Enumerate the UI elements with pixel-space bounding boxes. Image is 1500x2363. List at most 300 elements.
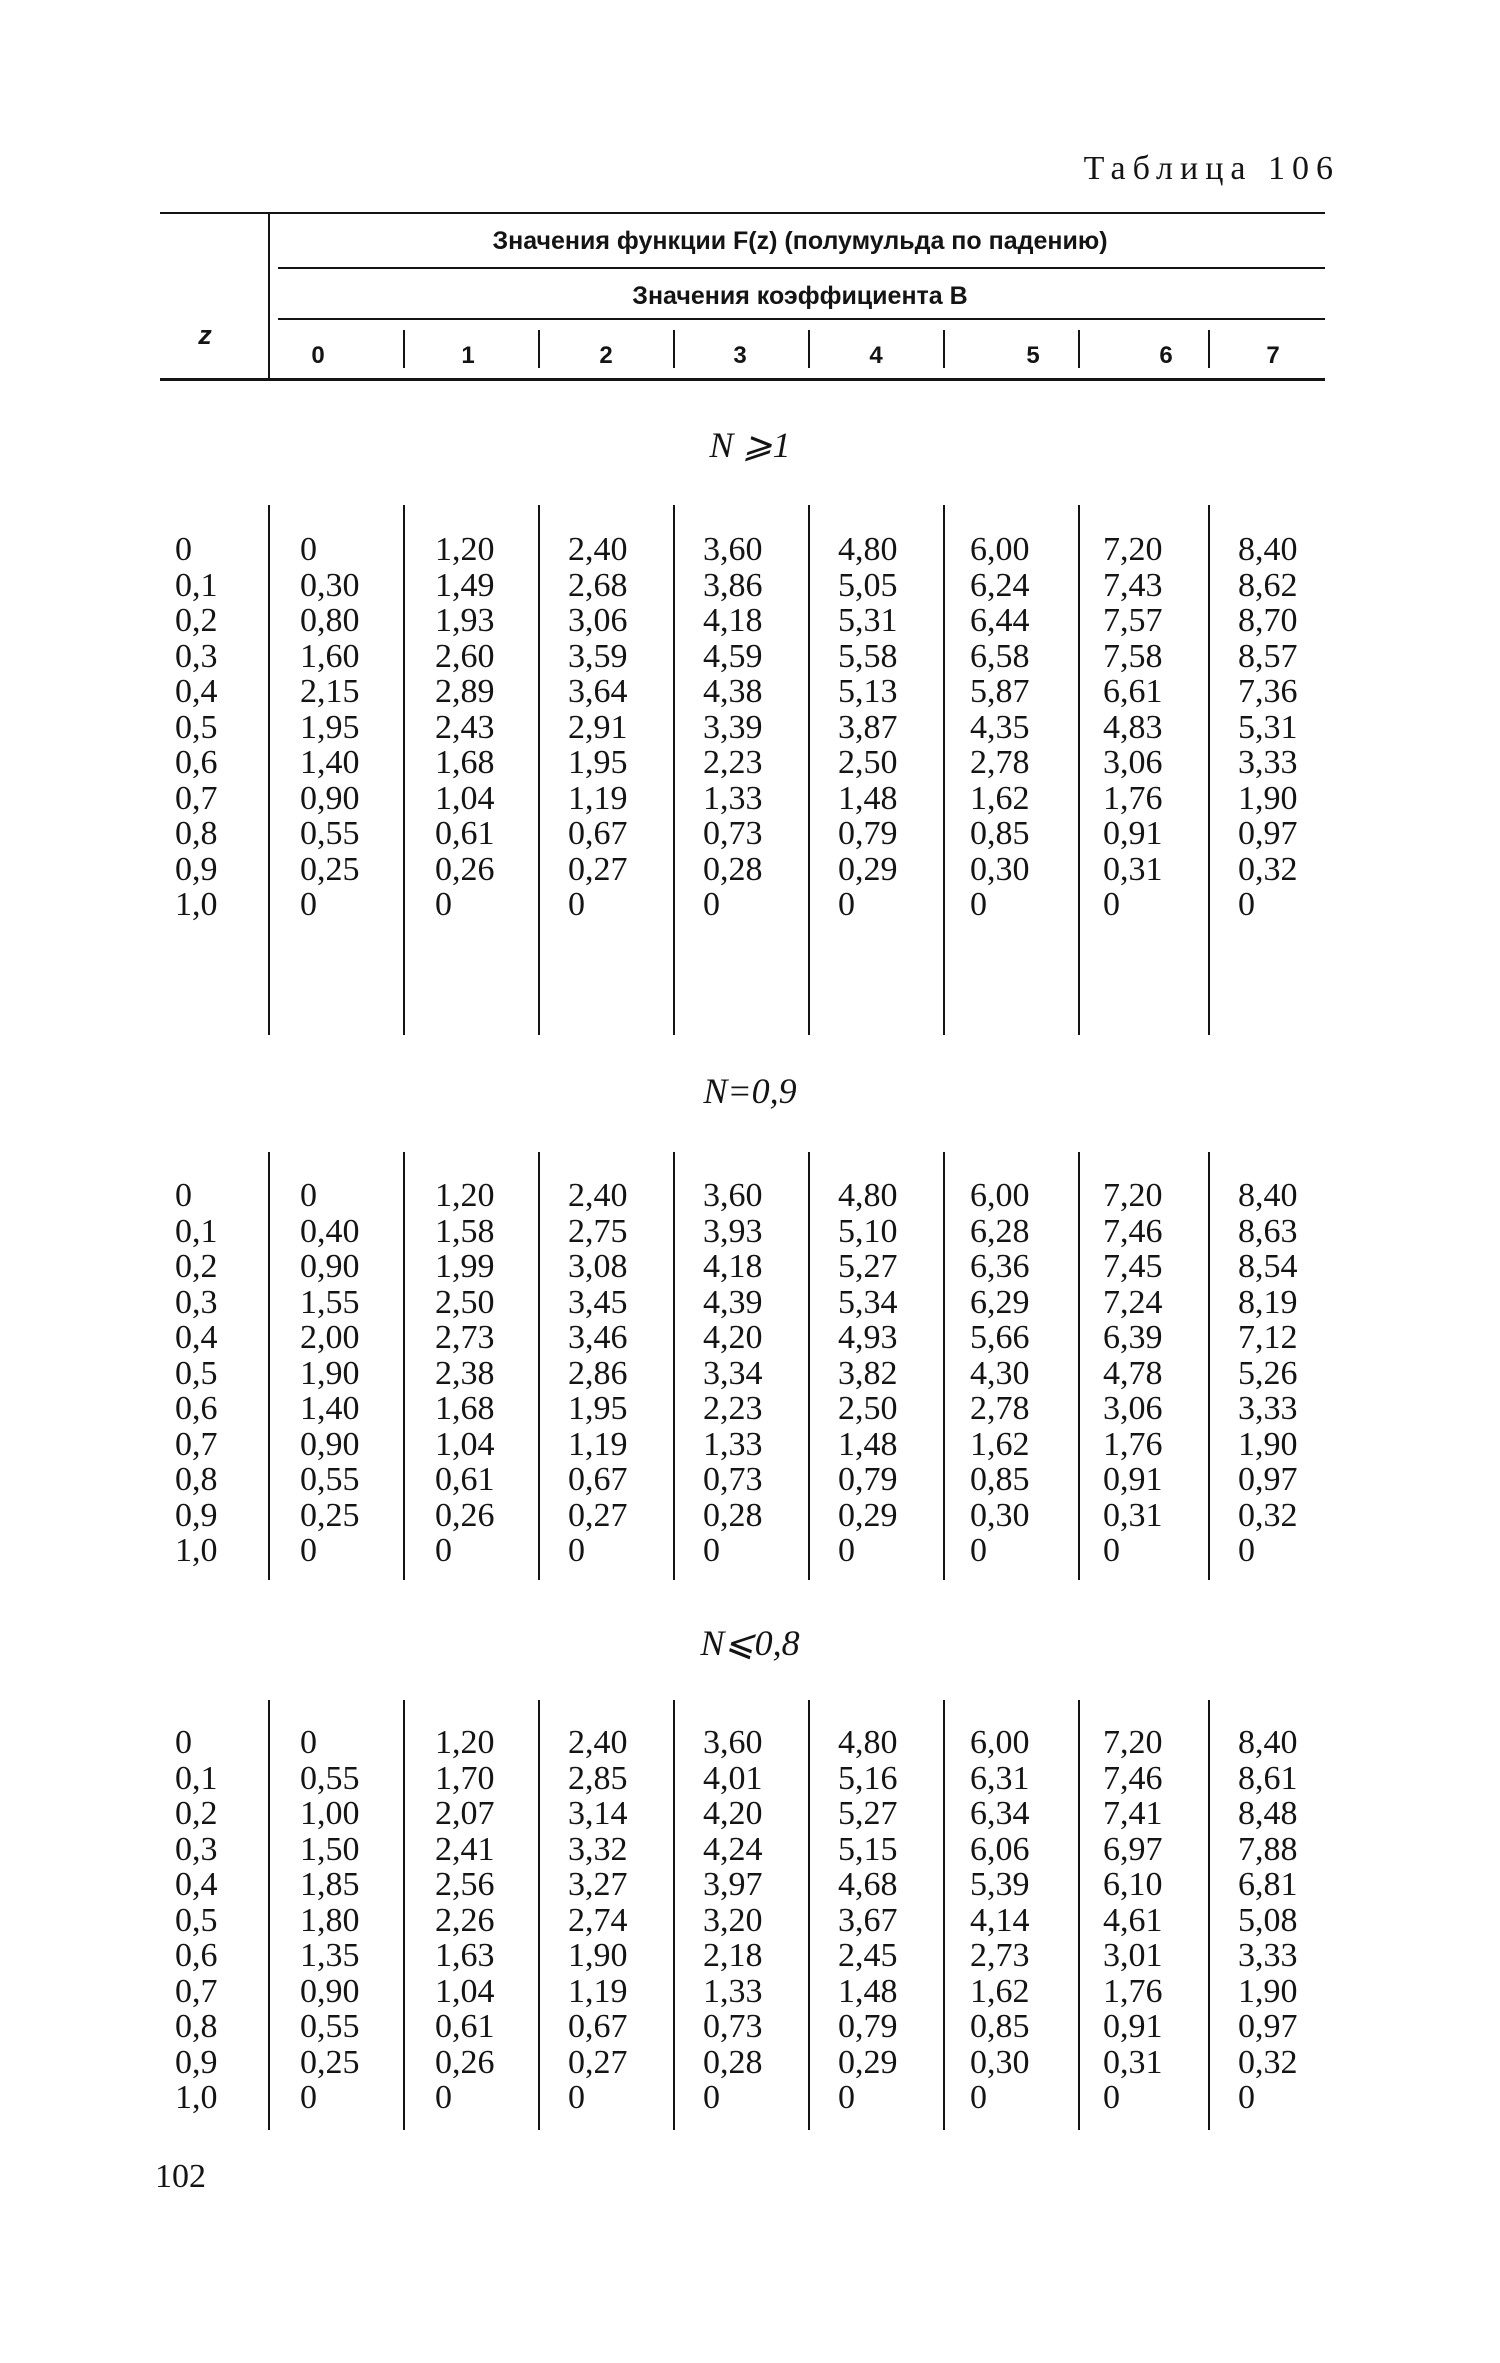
value-cell: 1,20: [435, 1177, 495, 1214]
column-divider: [403, 1152, 405, 1580]
z-value-cell: 0,4: [175, 1866, 218, 1903]
value-cell: 1,68: [435, 1390, 495, 1427]
value-cell: 4,93: [838, 1319, 898, 1356]
value-cell: 1,04: [435, 779, 495, 817]
value-cell: 5,15: [838, 1830, 898, 1868]
value-cell: 6,36: [970, 1248, 1030, 1285]
value-cell: 2,38: [435, 1354, 495, 1392]
value-cell: 0: [568, 1532, 585, 1569]
value-cell: 4,14: [970, 1901, 1030, 1939]
value-cell: 6,61: [1103, 673, 1163, 710]
column-divider: [403, 1700, 405, 2130]
b-column-header: 1: [461, 342, 475, 369]
value-cell: 7,20: [1103, 531, 1163, 568]
value-cell: 1,62: [970, 1972, 1030, 2010]
b5-values-column: [970, 1178, 1030, 1569]
value-cell: 0: [300, 2079, 317, 2116]
value-cell: 0,85: [970, 815, 1030, 852]
value-cell: 0,29: [838, 1496, 898, 1534]
value-cell: 1,70: [435, 1759, 495, 1797]
value-cell: 7,12: [1238, 1319, 1298, 1356]
value-cell: 0: [1103, 1532, 1120, 1569]
value-cell: 0,25: [300, 2043, 360, 2081]
value-cell: 4,20: [703, 1795, 763, 1832]
value-cell: 3,14: [568, 1795, 628, 1832]
value-cell: 0: [1103, 2079, 1120, 2116]
value-cell: 7,46: [1103, 1759, 1163, 1797]
section-title-n-ge-1: N ⩾1: [709, 425, 791, 465]
b3-values-column: [703, 1725, 763, 2116]
column-divider: [673, 1152, 675, 1580]
value-cell: 7,20: [1103, 1177, 1163, 1214]
value-cell: 5,31: [838, 602, 898, 639]
value-cell: 0,73: [703, 815, 763, 852]
value-cell: 0,32: [1238, 1496, 1298, 1534]
value-cell: 8,63: [1238, 1212, 1298, 1250]
value-cell: 0: [300, 1177, 317, 1214]
value-cell: 0,29: [838, 2043, 898, 2081]
value-cell: 1,50: [300, 1830, 360, 1868]
value-cell: 6,81: [1238, 1866, 1298, 1903]
value-cell: 0,80: [300, 602, 360, 639]
value-cell: 8,40: [1238, 1724, 1298, 1761]
value-cell: 1,68: [435, 744, 495, 781]
value-cell: 4,80: [838, 1177, 898, 1214]
value-cell: 0: [970, 1532, 987, 1569]
z-value-cell: 0,8: [175, 815, 218, 852]
z-value-cell: 0,7: [175, 1425, 218, 1463]
value-cell: 1,76: [1103, 1972, 1163, 2010]
value-cell: 4,35: [970, 708, 1030, 746]
value-cell: 0,32: [1238, 850, 1298, 888]
value-cell: 6,39: [1103, 1319, 1163, 1356]
value-cell: 0,25: [300, 1496, 360, 1534]
z-value-cell: 0,9: [175, 1496, 218, 1534]
value-cell: 2,85: [568, 1759, 628, 1797]
value-cell: 1,60: [300, 637, 360, 675]
value-cell: 3,20: [703, 1901, 763, 1939]
header-b-divider: [403, 330, 405, 368]
value-cell: 2,74: [568, 1901, 628, 1939]
value-cell: 3,32: [568, 1830, 628, 1868]
value-cell: 7,58: [1103, 637, 1163, 675]
header-lower-rule: [278, 318, 1325, 320]
value-cell: 0: [568, 2079, 585, 2116]
value-cell: 1,04: [435, 1425, 495, 1463]
b3-values-column: [703, 1178, 763, 1569]
value-cell: 8,40: [1238, 1177, 1298, 1214]
function-header: Значения функции F(z) (полумульда по падению): [492, 227, 1108, 255]
z-value-cell: 0: [175, 1724, 192, 1761]
value-cell: 0: [703, 1532, 720, 1569]
z-values-column: [175, 532, 218, 923]
value-cell: 2,45: [838, 1937, 898, 1974]
value-cell: 0,79: [838, 815, 898, 852]
b-column-header: 0: [311, 342, 325, 369]
column-divider: [1078, 1700, 1080, 2130]
value-cell: 1,33: [703, 1972, 763, 2010]
z-values-column: [175, 1178, 218, 1569]
column-divider: [538, 505, 540, 1035]
value-cell: 2,00: [300, 1319, 360, 1356]
value-cell: 1,49: [435, 566, 495, 604]
value-cell: 8,62: [1238, 566, 1298, 604]
b2-values-column: [568, 1725, 628, 2116]
value-cell: 0,28: [703, 1496, 763, 1534]
value-cell: 0,30: [970, 2043, 1030, 2081]
value-cell: 0,31: [1103, 2043, 1163, 2081]
value-cell: 8,48: [1238, 1795, 1298, 1832]
column-divider: [403, 505, 405, 1035]
value-cell: 0,90: [300, 779, 360, 817]
value-cell: 1,90: [1238, 1425, 1298, 1463]
value-cell: 2,43: [435, 708, 495, 746]
column-divider: [1208, 1700, 1210, 2130]
value-cell: 0,55: [300, 815, 360, 852]
value-cell: 1,33: [703, 779, 763, 817]
value-cell: 1,90: [300, 1354, 360, 1392]
column-divider: [808, 1700, 810, 2130]
value-cell: 7,43: [1103, 566, 1163, 604]
header-b-divider: [808, 330, 810, 368]
value-cell: 2,78: [970, 744, 1030, 781]
value-cell: 0,90: [300, 1248, 360, 1285]
z-value-cell: 0,5: [175, 708, 218, 746]
value-cell: 5,08: [1238, 1901, 1298, 1939]
value-cell: 5,10: [838, 1212, 898, 1250]
value-cell: 0,28: [703, 2043, 763, 2081]
value-cell: 5,27: [838, 1795, 898, 1832]
z-value-cell: 0,6: [175, 1937, 218, 1974]
z-value-cell: 0,5: [175, 1901, 218, 1939]
value-cell: 0,97: [1238, 1461, 1298, 1498]
value-cell: 4,30: [970, 1354, 1030, 1392]
value-cell: 1,95: [568, 1390, 628, 1427]
value-cell: 4,18: [703, 1248, 763, 1285]
z-value-cell: 0,8: [175, 1461, 218, 1498]
value-cell: 0,85: [970, 2008, 1030, 2045]
column-divider: [943, 1152, 945, 1580]
value-cell: 1,48: [838, 1425, 898, 1463]
b2-values-column: [568, 1178, 628, 1569]
z-value-cell: 1,0: [175, 1532, 218, 1569]
z-value-cell: 1,0: [175, 2079, 218, 2116]
b7-values-column: [1238, 532, 1298, 923]
value-cell: 4,83: [1103, 708, 1163, 746]
value-cell: 6,00: [970, 1724, 1030, 1761]
value-cell: 0,55: [300, 1759, 360, 1797]
header-b-divider: [1208, 330, 1210, 368]
value-cell: 3,87: [838, 708, 898, 746]
value-cell: 0,79: [838, 2008, 898, 2045]
value-cell: 6,00: [970, 1177, 1030, 1214]
value-cell: 0,91: [1103, 1461, 1163, 1498]
section-title-n-0-9: N=0,9: [703, 1071, 797, 1111]
value-cell: 2,26: [435, 1901, 495, 1939]
b6-values-column: [1103, 1178, 1163, 1569]
value-cell: 2,86: [568, 1354, 628, 1392]
z-values-column: [175, 1725, 218, 2116]
z-value-cell: 1,0: [175, 886, 218, 923]
column-divider: [268, 1700, 270, 2130]
value-cell: 5,05: [838, 566, 898, 604]
value-cell: 1,19: [568, 1972, 628, 2010]
value-cell: 1,35: [300, 1937, 360, 1974]
header-top-rule: [160, 212, 1325, 214]
value-cell: 1,19: [568, 779, 628, 817]
value-cell: 2,56: [435, 1866, 495, 1903]
value-cell: 1,20: [435, 531, 495, 568]
value-cell: 1,19: [568, 1425, 628, 1463]
value-cell: 0,91: [1103, 2008, 1163, 2045]
value-cell: 0,90: [300, 1425, 360, 1463]
value-cell: 3,27: [568, 1866, 628, 1903]
value-cell: 3,06: [1103, 1390, 1163, 1427]
value-cell: 3,64: [568, 673, 628, 710]
value-cell: 7,46: [1103, 1212, 1163, 1250]
value-cell: 0: [300, 1532, 317, 1569]
value-cell: 0,31: [1103, 1496, 1163, 1534]
header-bottom-rule: [160, 378, 1325, 381]
value-cell: 2,40: [568, 1724, 628, 1761]
z-value-cell: 0,8: [175, 2008, 218, 2045]
value-cell: 6,44: [970, 602, 1030, 639]
value-cell: 3,60: [703, 1177, 763, 1214]
value-cell: 1,90: [1238, 1972, 1298, 2010]
b7-values-column: [1238, 1725, 1298, 2116]
z-value-cell: 0,3: [175, 637, 218, 675]
value-cell: 2,75: [568, 1212, 628, 1250]
value-cell: 2,23: [703, 1390, 763, 1427]
header-b-divider: [538, 330, 540, 368]
z-value-cell: 0,6: [175, 1390, 218, 1427]
b7-values-column: [1238, 1178, 1298, 1569]
column-divider: [538, 1700, 540, 2130]
value-cell: 4,80: [838, 1724, 898, 1761]
value-cell: 0: [970, 2079, 987, 2116]
value-cell: 6,28: [970, 1212, 1030, 1250]
value-cell: 0,67: [568, 2008, 628, 2045]
value-cell: 3,06: [1103, 744, 1163, 781]
value-cell: 1,93: [435, 602, 495, 639]
value-cell: 0,31: [1103, 850, 1163, 888]
value-cell: 0,61: [435, 1461, 495, 1498]
value-cell: 4,24: [703, 1830, 763, 1868]
column-divider: [1208, 1152, 1210, 1580]
value-cell: 1,33: [703, 1425, 763, 1463]
value-cell: 0,61: [435, 815, 495, 852]
value-cell: 4,38: [703, 673, 763, 710]
value-cell: 8,19: [1238, 1283, 1298, 1321]
value-cell: 1,85: [300, 1866, 360, 1903]
z-value-cell: 0,3: [175, 1830, 218, 1868]
value-cell: 4,78: [1103, 1354, 1163, 1392]
value-cell: 2,50: [838, 1390, 898, 1427]
value-cell: 0: [1103, 886, 1120, 923]
value-cell: 2,50: [838, 744, 898, 781]
z-value-cell: 0: [175, 531, 192, 568]
value-cell: 2,15: [300, 673, 360, 710]
value-cell: 0,26: [435, 2043, 495, 2081]
value-cell: 7,20: [1103, 1724, 1163, 1761]
value-cell: 3,39: [703, 708, 763, 746]
value-cell: 3,01: [1103, 1937, 1163, 1974]
value-cell: 0: [703, 2079, 720, 2116]
value-cell: 2,50: [435, 1283, 495, 1321]
value-cell: 3,08: [568, 1248, 628, 1285]
value-cell: 4,18: [703, 602, 763, 639]
value-cell: 1,00: [300, 1795, 360, 1832]
value-cell: 5,34: [838, 1283, 898, 1321]
z-value-cell: 0,5: [175, 1354, 218, 1392]
value-cell: 0,91: [1103, 815, 1163, 852]
value-cell: 8,54: [1238, 1248, 1298, 1285]
header-b-divider: [943, 330, 945, 368]
column-divider: [673, 1700, 675, 2130]
value-cell: 0,32: [1238, 2043, 1298, 2081]
z-value-cell: 0,1: [175, 1759, 218, 1797]
value-cell: 2,23: [703, 744, 763, 781]
value-cell: 1,62: [970, 1425, 1030, 1463]
z-value-cell: 0,1: [175, 1212, 218, 1250]
value-cell: 0: [300, 531, 317, 568]
value-cell: 3,82: [838, 1354, 898, 1392]
column-divider: [808, 1152, 810, 1580]
value-cell: 0,90: [300, 1972, 360, 2010]
value-cell: 0,30: [300, 566, 360, 604]
value-cell: 5,27: [838, 1248, 898, 1285]
value-cell: 1,40: [300, 744, 360, 781]
value-cell: 0: [703, 886, 720, 923]
value-cell: 8,61: [1238, 1759, 1298, 1797]
value-cell: 7,24: [1103, 1283, 1163, 1321]
value-cell: 3,33: [1238, 1937, 1298, 1974]
value-cell: 3,59: [568, 637, 628, 675]
b1-values-column: [435, 1178, 495, 1569]
value-cell: 0: [300, 886, 317, 923]
value-cell: 5,87: [970, 673, 1030, 710]
value-cell: 2,07: [435, 1795, 495, 1832]
z-value-cell: 0,4: [175, 673, 218, 710]
coefficient-header: Значения коэффициента B: [632, 282, 968, 310]
z-value-cell: 0,9: [175, 2043, 218, 2081]
b4-values-column: [838, 532, 898, 923]
value-cell: 7,45: [1103, 1248, 1163, 1285]
value-cell: 0,97: [1238, 815, 1298, 852]
value-cell: 0,67: [568, 815, 628, 852]
b-column-header: 5: [1026, 342, 1040, 369]
b-column-header: 2: [599, 342, 613, 369]
value-cell: 1,80: [300, 1901, 360, 1939]
value-cell: 5,26: [1238, 1354, 1298, 1392]
value-cell: 5,16: [838, 1759, 898, 1797]
column-divider: [538, 1152, 540, 1580]
value-cell: 3,46: [568, 1319, 628, 1356]
column-divider: [943, 1700, 945, 2130]
z-value-cell: 0,6: [175, 744, 218, 781]
column-divider: [1078, 505, 1080, 1035]
value-cell: 1,48: [838, 779, 898, 817]
column-divider: [1078, 1152, 1080, 1580]
value-cell: 7,36: [1238, 673, 1298, 710]
value-cell: 0,97: [1238, 2008, 1298, 2045]
b-column-header: 4: [869, 342, 883, 369]
z-value-cell: 0,2: [175, 602, 218, 639]
value-cell: 1,63: [435, 1937, 495, 1974]
value-cell: 6,97: [1103, 1830, 1163, 1868]
value-cell: 0,27: [568, 2043, 628, 2081]
value-cell: 0,26: [435, 850, 495, 888]
b1-values-column: [435, 1725, 495, 2116]
value-cell: 5,13: [838, 673, 898, 710]
value-cell: 0: [1238, 2079, 1255, 2116]
column-divider: [673, 505, 675, 1035]
value-cell: 4,39: [703, 1283, 763, 1321]
value-cell: 6,00: [970, 531, 1030, 568]
value-cell: 3,67: [838, 1901, 898, 1939]
column-divider: [1208, 505, 1210, 1035]
value-cell: 4,68: [838, 1866, 898, 1903]
b-column-header: 7: [1266, 342, 1280, 369]
value-cell: 0,29: [838, 850, 898, 888]
b5-values-column: [970, 532, 1030, 923]
z-value-cell: 0,1: [175, 566, 218, 604]
value-cell: 1,58: [435, 1212, 495, 1250]
value-cell: 7,88: [1238, 1830, 1298, 1868]
b0-values-column: [300, 1178, 360, 1569]
value-cell: 2,78: [970, 1390, 1030, 1427]
value-cell: 0,61: [435, 2008, 495, 2045]
value-cell: 8,57: [1238, 637, 1298, 675]
value-cell: 0: [970, 886, 987, 923]
value-cell: 1,48: [838, 1972, 898, 2010]
header-b-divider: [1078, 330, 1080, 368]
value-cell: 4,59: [703, 637, 763, 675]
value-cell: 2,41: [435, 1830, 495, 1868]
value-cell: 0: [838, 886, 855, 923]
value-cell: 0,73: [703, 2008, 763, 2045]
value-cell: 4,01: [703, 1759, 763, 1797]
value-cell: 6,31: [970, 1759, 1030, 1797]
b5-values-column: [970, 1725, 1030, 2116]
value-cell: 3,60: [703, 1724, 763, 1761]
value-cell: 5,58: [838, 637, 898, 675]
z-value-cell: 0,7: [175, 1972, 218, 2010]
value-cell: 2,68: [568, 566, 628, 604]
value-cell: 2,40: [568, 1177, 628, 1214]
column-divider: [808, 505, 810, 1035]
value-cell: 0,73: [703, 1461, 763, 1498]
value-cell: 3,97: [703, 1866, 763, 1903]
value-cell: 2,73: [970, 1937, 1030, 1974]
value-cell: 6,06: [970, 1830, 1030, 1868]
section-title-n-le-0-8: N⩽0,8: [700, 1623, 800, 1663]
z-value-cell: 0: [175, 1177, 192, 1214]
value-cell: 1,20: [435, 1724, 495, 1761]
z-value-cell: 0,9: [175, 850, 218, 888]
b6-values-column: [1103, 1725, 1163, 2116]
value-cell: 0: [435, 886, 452, 923]
b6-values-column: [1103, 532, 1163, 923]
value-cell: 6,34: [970, 1795, 1030, 1832]
value-cell: 6,10: [1103, 1866, 1163, 1903]
value-cell: 0,27: [568, 850, 628, 888]
b4-values-column: [838, 1725, 898, 2116]
value-cell: 4,80: [838, 531, 898, 568]
value-cell: 2,91: [568, 708, 628, 746]
value-cell: 8,40: [1238, 531, 1298, 568]
value-cell: 3,86: [703, 566, 763, 604]
